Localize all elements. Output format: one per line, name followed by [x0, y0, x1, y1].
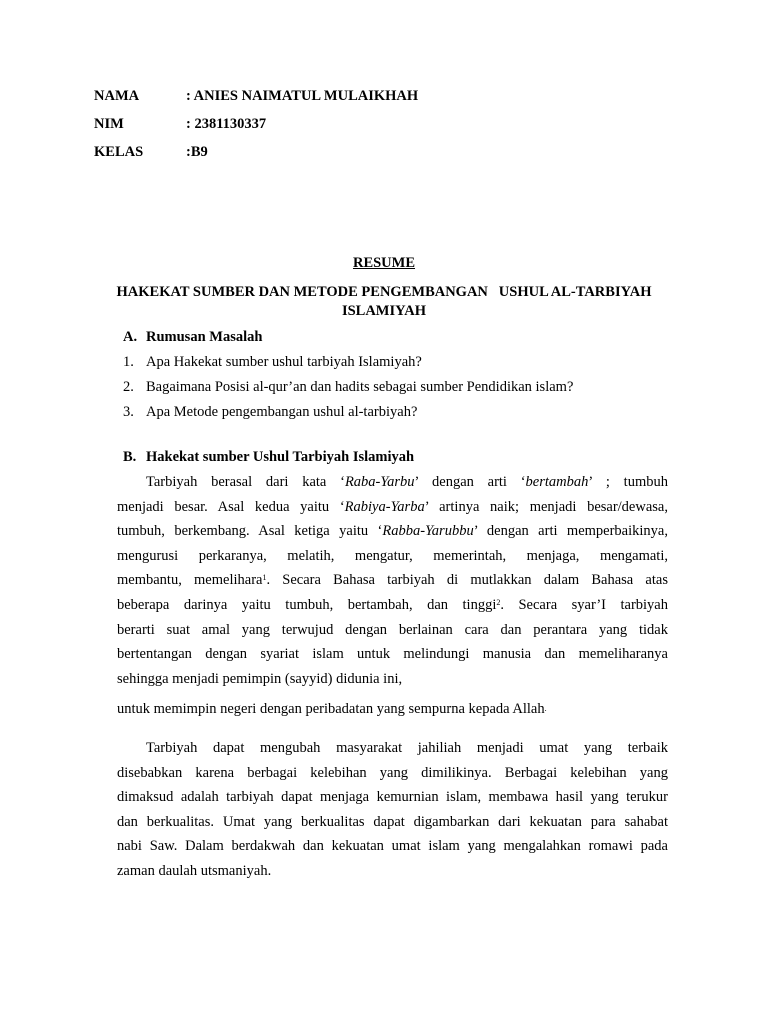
identity-row-nim [94, 116, 266, 133]
paragraph-line: nabi Saw. Dalam berdakwah dan kekuatan umat islam yang mengalahkan romawi pada [117, 838, 668, 855]
paragraph-line: sehingga menjadi pemimpin (sayyid) didunia ini, [117, 670, 403, 687]
identity-label: KELAS [94, 144, 144, 160]
paragraph-line: untuk memimpin negeri dengan peribadatan yang sempurna kepada Allah. [117, 701, 547, 717]
list-text: Apa Metode pengembangan ushul al-tarbiyah? [146, 404, 418, 420]
list-number: 3. [123, 404, 134, 420]
paragraph-line: bertentangan dengan syariat islam untuk melindungi manusia dan memeliharanya [117, 646, 668, 663]
section-title: Hakekat sumber Ushul Tarbiyah Islamiyah [146, 449, 415, 465]
section-b-heading [123, 449, 414, 466]
section-a-heading [123, 329, 262, 346]
paragraph-line: berarti suat amal yang terwujud dengan berlainan cara dan perantara yang tidak [117, 621, 668, 638]
paragraph-line: Tarbiyah dapat mengubah masyarakat jahiliah menjadi umat yang terbaik [146, 740, 668, 756]
identity-value: :B9 [186, 144, 208, 160]
list-number: 2. [123, 379, 134, 395]
paragraph-line: dan berkualitas. Umat yang berkualitas dapat digambarkan dari kekuatan para sahabat [117, 813, 668, 830]
section-marker: B. [123, 449, 137, 465]
paragraph-1-continuation [117, 697, 668, 722]
paragraph-line: menjadi besar. Asal kedua yaitu ‘Rabiya-Yarba’ artinya naik; menjadi besar/dewasa, [117, 498, 668, 515]
list-text: Apa Hakekat sumber ushul tarbiyah Islamiyah? [146, 354, 422, 370]
footnote-ref: 2 [496, 597, 501, 607]
identity-label: NAMA [94, 88, 140, 104]
list-item [123, 404, 417, 421]
paragraph-line: membantu, memelihara$^1$. Secara Bahasa tarbiyah di mutlakkan dalam Bahasa atas [117, 572, 668, 589]
identity-label: NIM [94, 116, 124, 132]
identity-value: : ANIES NAIMATUL MULAIKHAH [186, 88, 419, 104]
paragraph-2 [117, 736, 668, 884]
list-number: 1. [123, 354, 134, 370]
paragraph-line: beberapa darinya yaitu tumbuh, bertambah, dan tinggi$^2$. Secara syar’I tarbiyah [117, 596, 668, 613]
paragraph-line: mengurusi perkaranya, melatih, mengatur, memerintah, menjaga, mengamati, [117, 547, 668, 564]
list-item [123, 379, 573, 396]
section-marker: A. [123, 329, 138, 345]
identity-value: : 2381130337 [186, 116, 267, 132]
paragraph-line: zaman daulah utsmaniyah. [117, 862, 272, 879]
paragraph-line: disebabkan karena berbagai kelebihan yang dimilikinya. Berbagai kelebihan yang [117, 764, 668, 781]
section-title: Rumusan Masalah [146, 329, 263, 345]
identity-row-kelas [94, 144, 208, 161]
list-item [123, 354, 422, 371]
identity-row-name [94, 88, 418, 105]
document-title-line1: HAKEKAT SUMBER DAN METODE PENGEMBANGAN USHUL AL-TARBIYAH [116, 284, 652, 300]
resume-heading: RESUME [352, 255, 416, 271]
paragraph-line: dimaksud adalah tarbiyah dapat menjaga kemurnian islam, membawa hasil yang terukur [117, 789, 668, 806]
footnote-ref: 1 [262, 573, 267, 583]
list-text: Bagaimana Posisi al-qur’an dan hadits sebagai sumber Pendidikan islam? [146, 379, 574, 395]
document-title-line2: ISLAMIYAH [341, 303, 427, 319]
paragraph-line: tumbuh, berkembang. Asal ketiga yaitu ‘Rabba-Yarubbu’ dengan arti memperbaikinya, [117, 523, 668, 540]
paragraph-line: Tarbiyah berasal dari kata ‘Raba-Yarbu’ dengan arti ‘bertambah’ ; tumbuh [146, 474, 668, 490]
paragraph-1 [117, 470, 668, 691]
